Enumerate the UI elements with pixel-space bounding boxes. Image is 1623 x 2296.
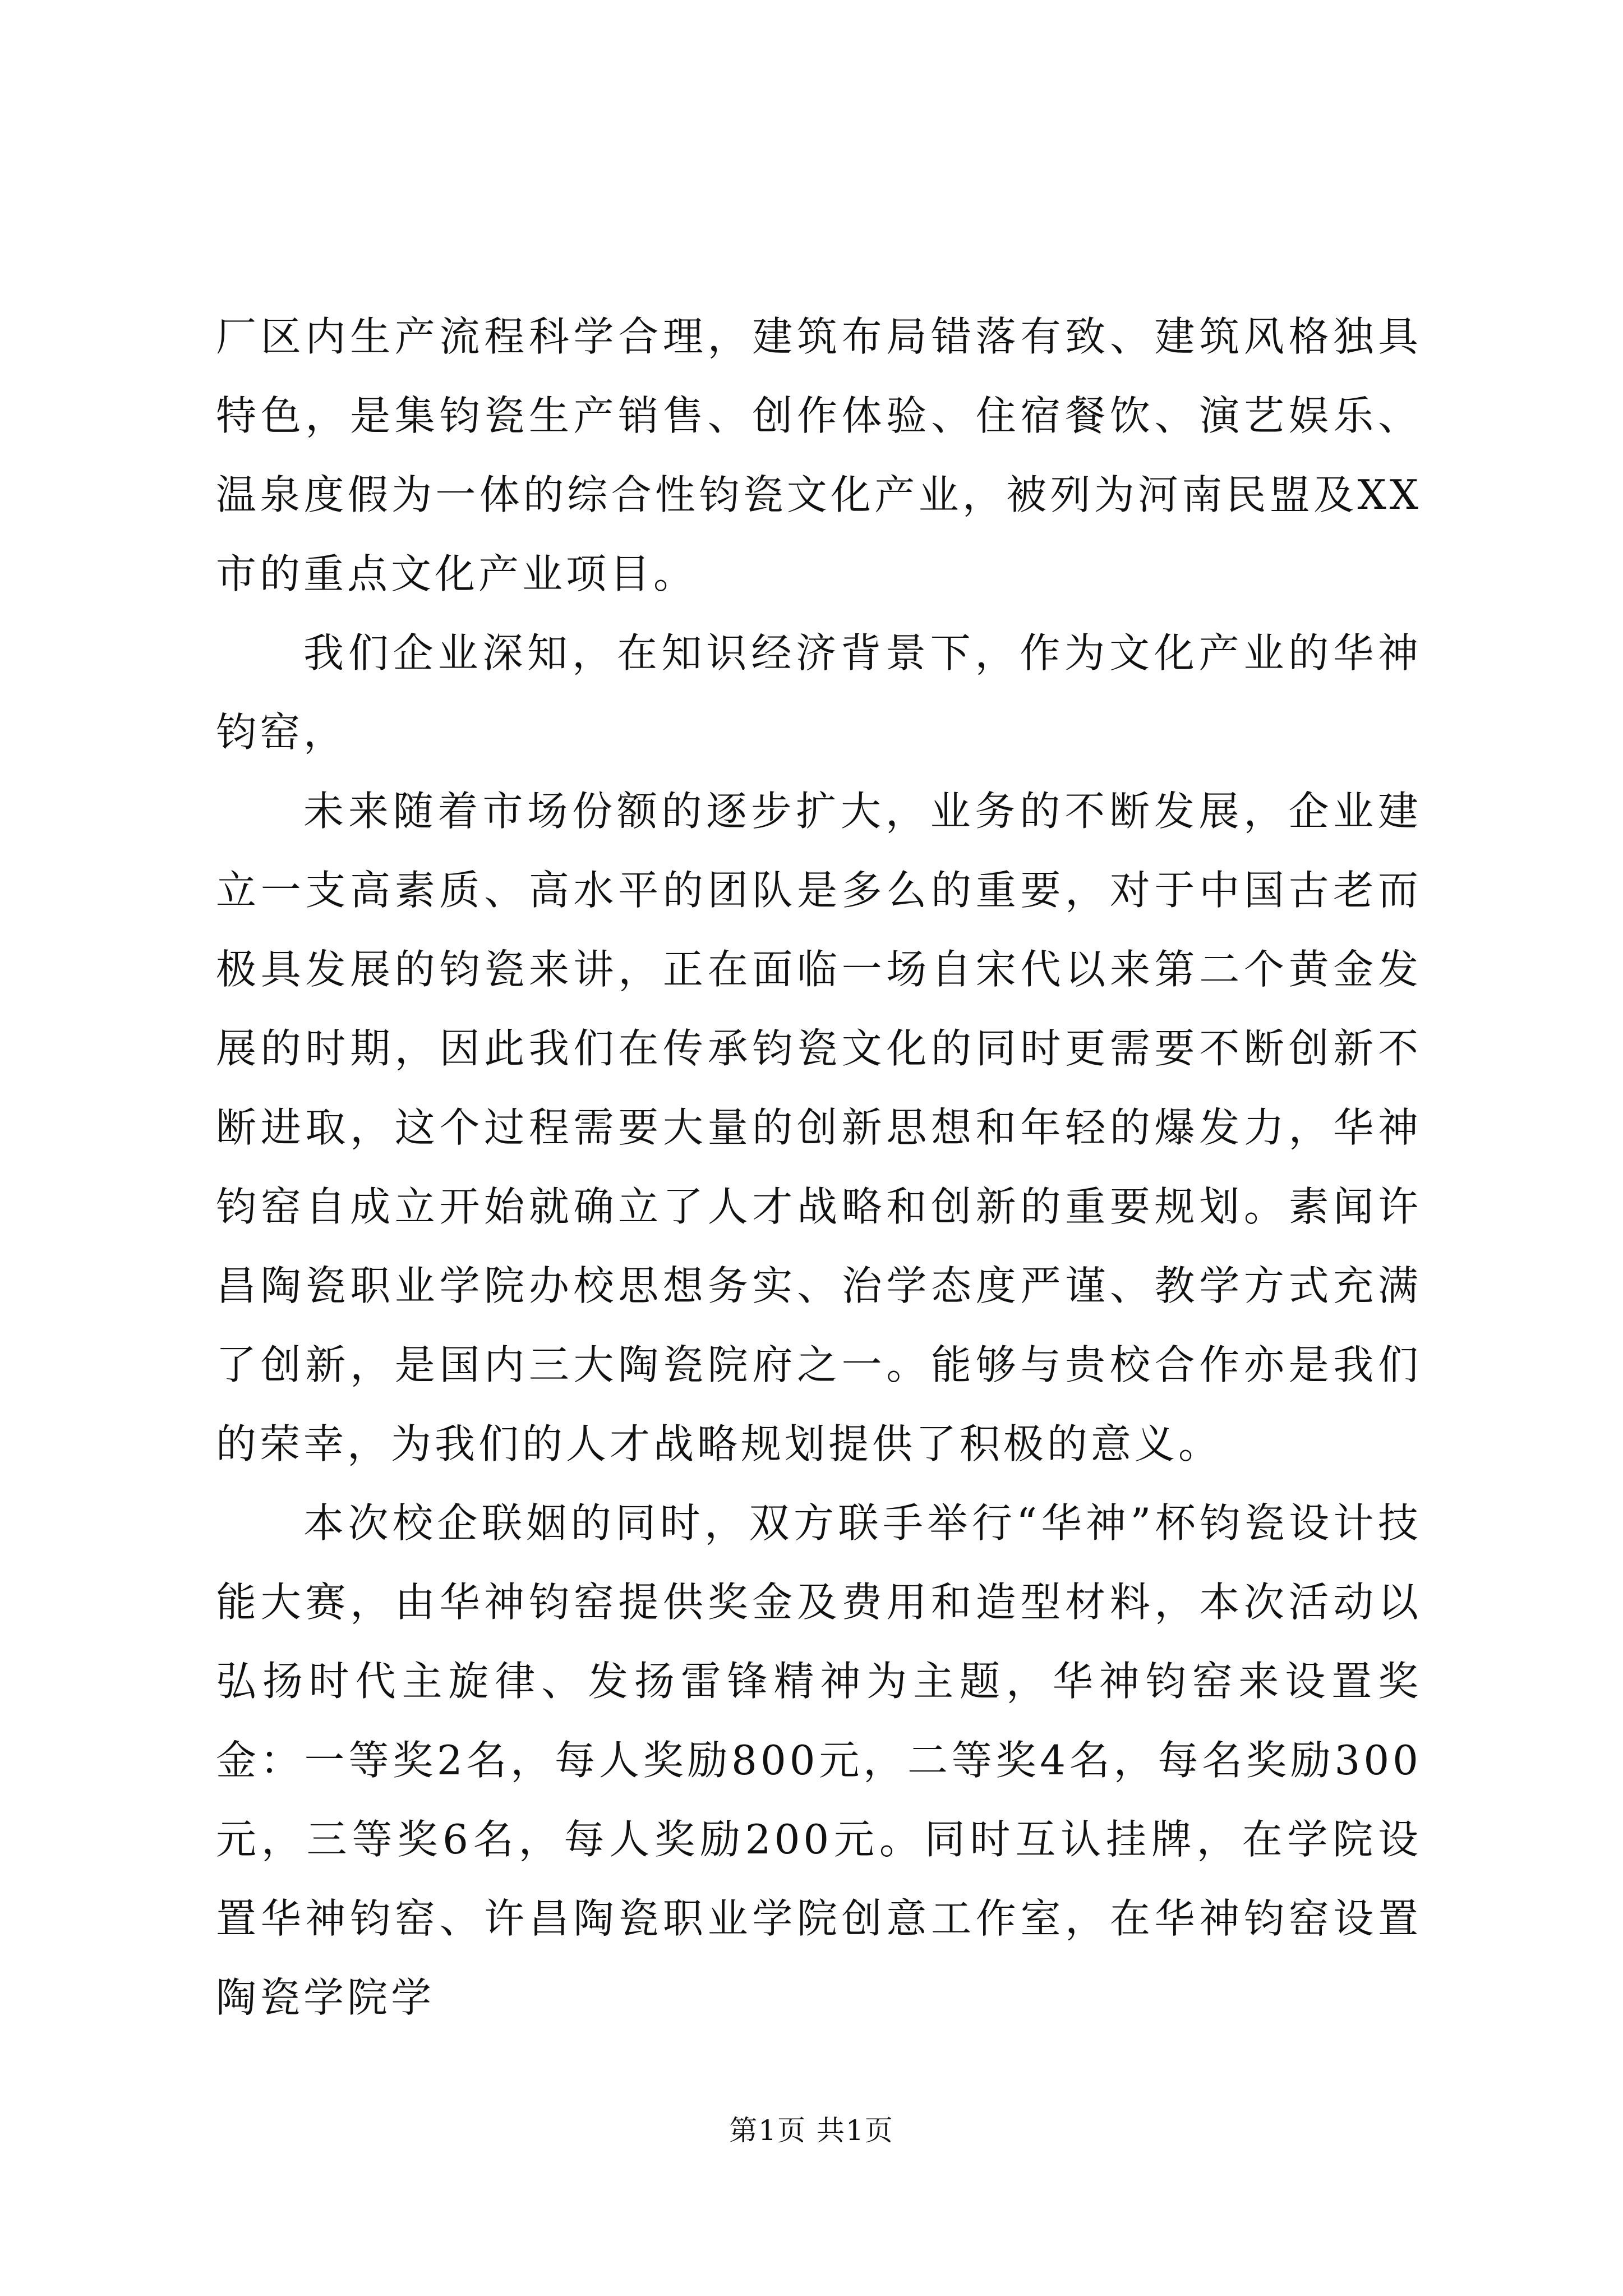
paragraph: 本次校企联姻的同时，双方联手举行“华神”杯钧瓷设计技能大赛，由华神钧窑提供奖金及费用和造型材料，本次活动以弘扬时代主旋律、发扬雷锋精神为主题，华神钧窑来设置奖金：一等奖2名，每人奖励800元，二等奖4名，每名奖励300元，三等奖6名，每人奖励200元。同时互认挂牌，在学院设置华神钧窑、许昌陶瓷职业学院创意工作室，在华神钧窑设置陶瓷学院学	[216, 1499, 1422, 2021]
document-body	[216, 297, 1422, 2037]
page-footer: 第1页 共1页	[729, 2114, 894, 2147]
paragraph: 未来随着市场份额的逐步扩大，业务的不断发展，企业建立一支高素质、高水平的团队是多么的重要，对于中国古老而极具发展的钧瓷来讲，正在面临一场自宋代以来第二个黄金发展的时期，因此我们在传承钧瓷文化的同时更需要不断创新不断进取，这个过程需要大量的创新思想和年轻的爆发力，华神钧窑自成立开始就确立了人才战略和创新的重要规划。素闻许昌陶瓷职业学院办校思想务实、治学态度严谨、教学方式充满了创新，是国内三大陶瓷院府之一。能够与贵校合作亦是我们的荣幸，为我们的人才战略规划提供了积极的意义。	[216, 788, 1422, 1467]
paragraph: 我们企业深知，在知识经济背景下，作为文化产业的华神钧窑，	[216, 629, 1422, 756]
paragraph-continued: 厂区内生产流程科学合理，建筑布局错落有致、建筑风格独具特色，是集钧瓷生产销售、创作体验、住宿餐饮、演艺娱乐、温泉度假为一体的综合性钧瓷文化产业，被列为河南民盟及XX市的重点文化产业项目。	[216, 313, 1422, 597]
